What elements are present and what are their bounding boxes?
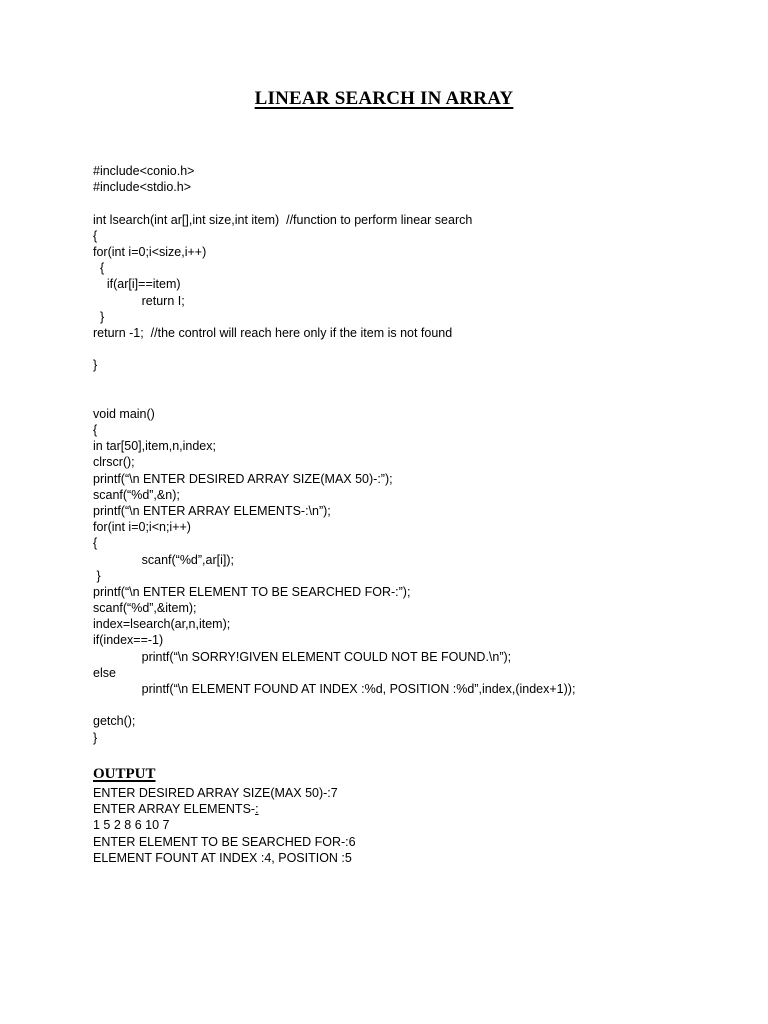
output-heading: OUTPUT [93,766,156,782]
code-line: scanf(“%d”,&n); [93,487,180,502]
code-line: #include<conio.h> [93,164,195,178]
code-line: for(int i=0;i<size,i++) [93,244,207,259]
code-line: for(int i=0;i<n;i++) [93,520,191,535]
code-line: printf(“\n ELEMENT FOUND AT INDEX :%d, POSITION :%d”,index,(index+1)); [93,682,576,696]
code-line: getch(); [93,714,136,729]
code-line: void main() [93,406,155,421]
code-line: #include<stdio.h> [93,180,191,195]
code-line: printf(“\n SORRY!GIVEN ELEMENT COULD NOT BE FOUND.\n”); [93,649,512,664]
code-line: printf(“\n ENTER ELEMENT TO BE SEARCHED FOR-:”); [93,584,411,599]
code-line: return -1; //the control will reach here only if the item is not found [93,325,453,340]
code-line: clrscr(); [93,455,135,470]
code-line: printf(“\n ENTER ARRAY ELEMENTS-:\n”); [93,503,331,518]
code-line [93,390,733,406]
code-line: } [93,730,98,745]
output-line: ENTER ELEMENT TO BE SEARCHED FOR-:6 [93,834,356,849]
code-line: } [93,568,101,583]
document-title-text: LINEAR SEARCH IN ARRAY [254,88,514,109]
output-line: ENTER DESIRED ARRAY SIZE(MAX 50)-:7 [93,786,338,800]
code-listing [93,163,733,746]
code-line: } [93,309,105,324]
document-title [0,88,768,110]
code-line: { [93,536,98,551]
code-line: scanf(“%d”,&item); [93,601,197,616]
code-line: if(index==-1) [93,633,164,648]
code-line [93,697,733,713]
code-line: else [93,665,116,680]
code-line: { [93,228,98,243]
code-line: if(ar[i]==item) [93,277,181,292]
code-line: { [93,423,98,437]
code-line: index=lsearch(ar,n,item); [93,617,231,632]
code-line: int lsearch(int ar[],int size,int item) //function to perform linear search [93,212,473,227]
code-line: scanf(“%d”,ar[i]); [93,552,234,567]
code-line: return I; [93,293,185,308]
output-line: ELEMENT FOUNT AT INDEX :4, POSITION :5 [93,850,352,865]
output-line: 1 5 2 8 6 10 7 [93,818,170,833]
code-line: } [93,358,98,373]
output-line: ENTER ARRAY ELEMENTS-: [93,802,259,817]
code-line [93,341,733,357]
code-line: { [93,261,105,276]
code-line: in tar[50],item,n,index; [93,439,216,454]
code-line [93,373,733,389]
code-line [93,195,733,211]
code-line: printf(“\n ENTER DESIRED ARRAY SIZE(MAX 50)-:”); [93,471,393,486]
output-listing [93,785,733,866]
